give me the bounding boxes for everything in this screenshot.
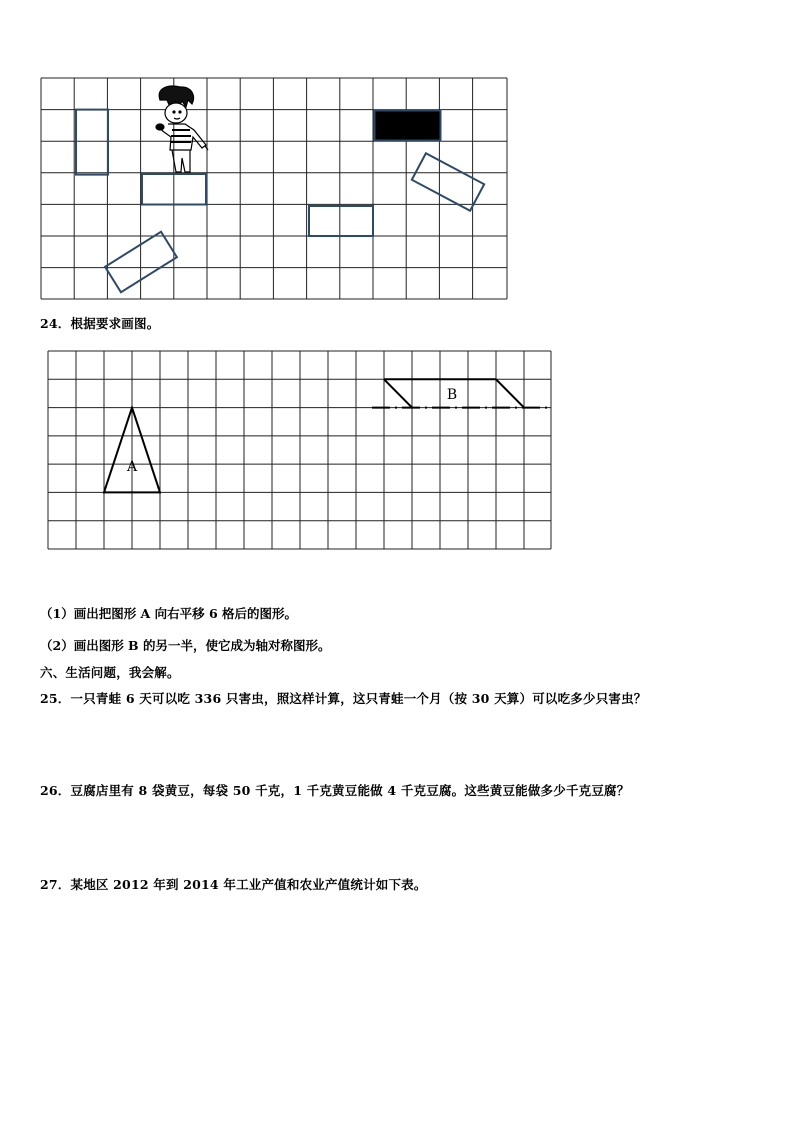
label-b: B xyxy=(446,387,458,403)
grid-translation-symmetry xyxy=(0,340,794,560)
question-27: 27．某地区 2012 年到 2014 年工业产值和农业产值统计如下表。 xyxy=(40,877,427,892)
boy-figure xyxy=(156,86,208,172)
question-25: 25．一只青蛙 6 天可以吃 336 只害虫，照这样计算，这只青蛙一个月（按 30 天算）可以吃多少只害虫？ xyxy=(40,691,647,706)
tilted-rectangle-right xyxy=(412,153,484,210)
question-24-title: 24．根据要求画图。 xyxy=(40,316,160,331)
grid-rectangles-figure xyxy=(0,0,794,320)
middle-rectangle xyxy=(309,206,373,236)
question-26: 26．豆腐店里有 8 袋黄豆，每袋 50 千克，1 千克黄豆能做 4 千克豆腐。这些黄豆能做多少千克豆腐？ xyxy=(40,783,630,798)
grid2-lines xyxy=(48,351,551,549)
vertical-rectangle xyxy=(76,110,108,175)
section-6-heading: 六、生活问题，我会解。 xyxy=(40,665,180,680)
question-24-part2: （2）画出图形 B 的另一半，使它成为轴对称图形。 xyxy=(40,638,331,653)
black-rectangle xyxy=(375,111,441,141)
question-24-part1: （1）画出把图形 A 向右平移 6 格后的图形。 xyxy=(40,606,298,621)
label-a: A xyxy=(126,459,138,475)
